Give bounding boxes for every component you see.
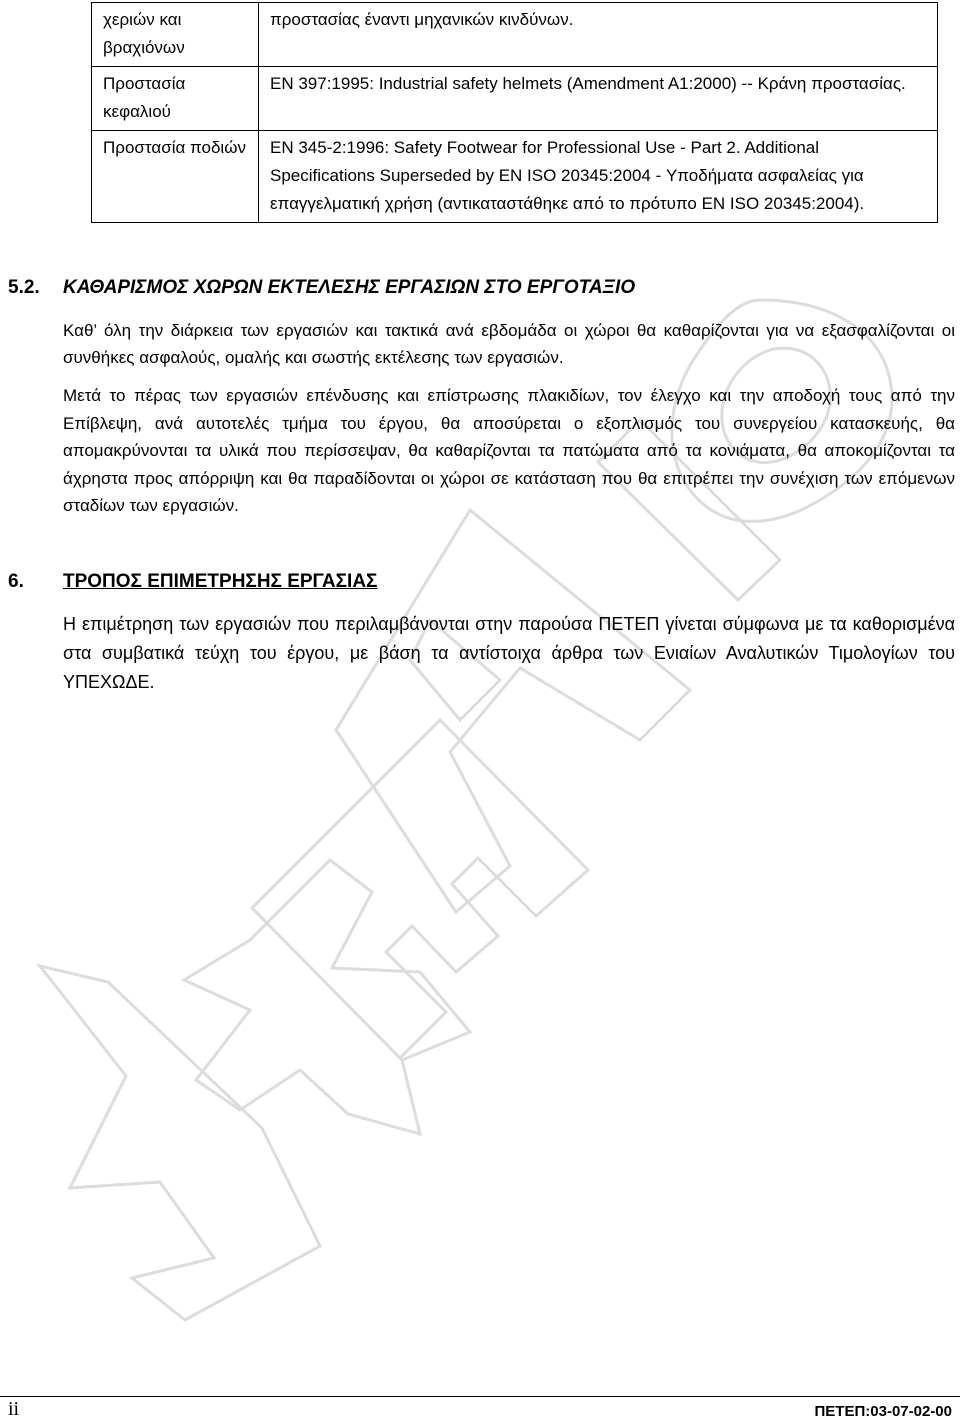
ppe-standard-cell: προστασίας έναντι μηχανικών κινδύνων. — [259, 3, 938, 67]
ppe-category-cell: Προστασία κεφαλιού — [92, 67, 259, 131]
footer-document-code: ΠΕΤΕΠ:03-07-02-00 — [814, 1403, 952, 1420]
section-5-2-paragraph-1: Καθ’ όλη την διάρκεια των εργασιών και τακτικά ανά εβδομάδα οι χώροι θα καθαρίζονται για να εξασφαλίζονται οι συνθήκες ασφαλούς, ομαλής και σωστής εκτέλεσης των εργασιών. — [63, 321, 955, 368]
ppe-standard-cell: EN 345-2:1996: Safety Footwear for Professional Use - Part 2. Additional Specifications Superseded by EN ISO 20345:2004 - Υποδήματα ασφαλείας για επαγγελματική χρήση (αντικαταστάθηκε από το πρότυπο EN ISO 20345:2004). — [259, 131, 938, 223]
footer-page-number: ii — [8, 1398, 20, 1420]
ppe-standard-cell: EN 397:1995: Industrial safety helmets (Amendment A1:2000) -- Κράνη προστασίας. — [259, 67, 938, 131]
section-5-2-number: 5.2. — [8, 277, 40, 298]
watermark-letter-epsilon — [252, 720, 588, 1058]
section-5-2-heading: ΚΑΘΑΡΙΣΜΟΣ ΧΩΡΩΝ ΕΚΤΕΛΕΣΗΣ ΕΡΓΑΣΙΩΝ ΣΤΟ ΕΡΓΟΤΑΞΙΟ — [63, 277, 636, 298]
table-row — [92, 3, 938, 67]
watermark-letter-delta — [336, 510, 690, 912]
section-6-paragraph-1: Η επιμέτρηση των εργασιών που περιλαμβάνονται στην παρούσα ΠΕΤΕΠ γίνεται σύμφωνα με τα καθορισμένα στα συμβατικά τεύχη του έργου, με βάση τα αντίστοιχα άρθρα των Ενιαίων Αναλυτικών Τιμολογίων του ΥΠΕΧΩΔΕ. — [63, 614, 955, 692]
table-row — [92, 131, 938, 223]
ppe-standards-table — [91, 2, 938, 223]
ppe-category-cell: Προστασία ποδιών — [92, 131, 259, 223]
section-5-2-paragraph-2: Μετά το πέρας των εργασιών επένδυσης και επίστρωσης πλακιδίων, τον έλεγχο και την αποδοχή τους από την Επίβλεψη, ανά αυτοτελές τμήμα του έργου, θα αποσύρεται ο εξοπλισμός του συνεργείου κατασκευής, θα απομακρύνονται τα υλικά που περίσσεψαν, θα καθαρίζονται τα πατώματα από τα κονιάματα, θα αποκομίζονται τα άχρηστα προς απόρριψη και θα παραδίδονται οι χώροι σε κατάσταση που θα επιτρέπει την συνέχιση των επόμενων σταδίων των εργασιών. — [63, 386, 955, 515]
table-row — [92, 67, 938, 131]
footer-divider — [0, 1396, 960, 1397]
ppe-category-cell: χεριών και βραχιόνων — [92, 3, 259, 67]
section-6-number: 6. — [8, 571, 24, 592]
watermark-letter-chi — [184, 860, 470, 1134]
watermark-letter-sigma — [40, 966, 320, 1320]
section-6-heading: ΤΡΟΠΟΣ ΕΠΙΜΕΤΡΗΣΗΣ ΕΡΓΑΣΙΑΣ — [63, 571, 378, 592]
